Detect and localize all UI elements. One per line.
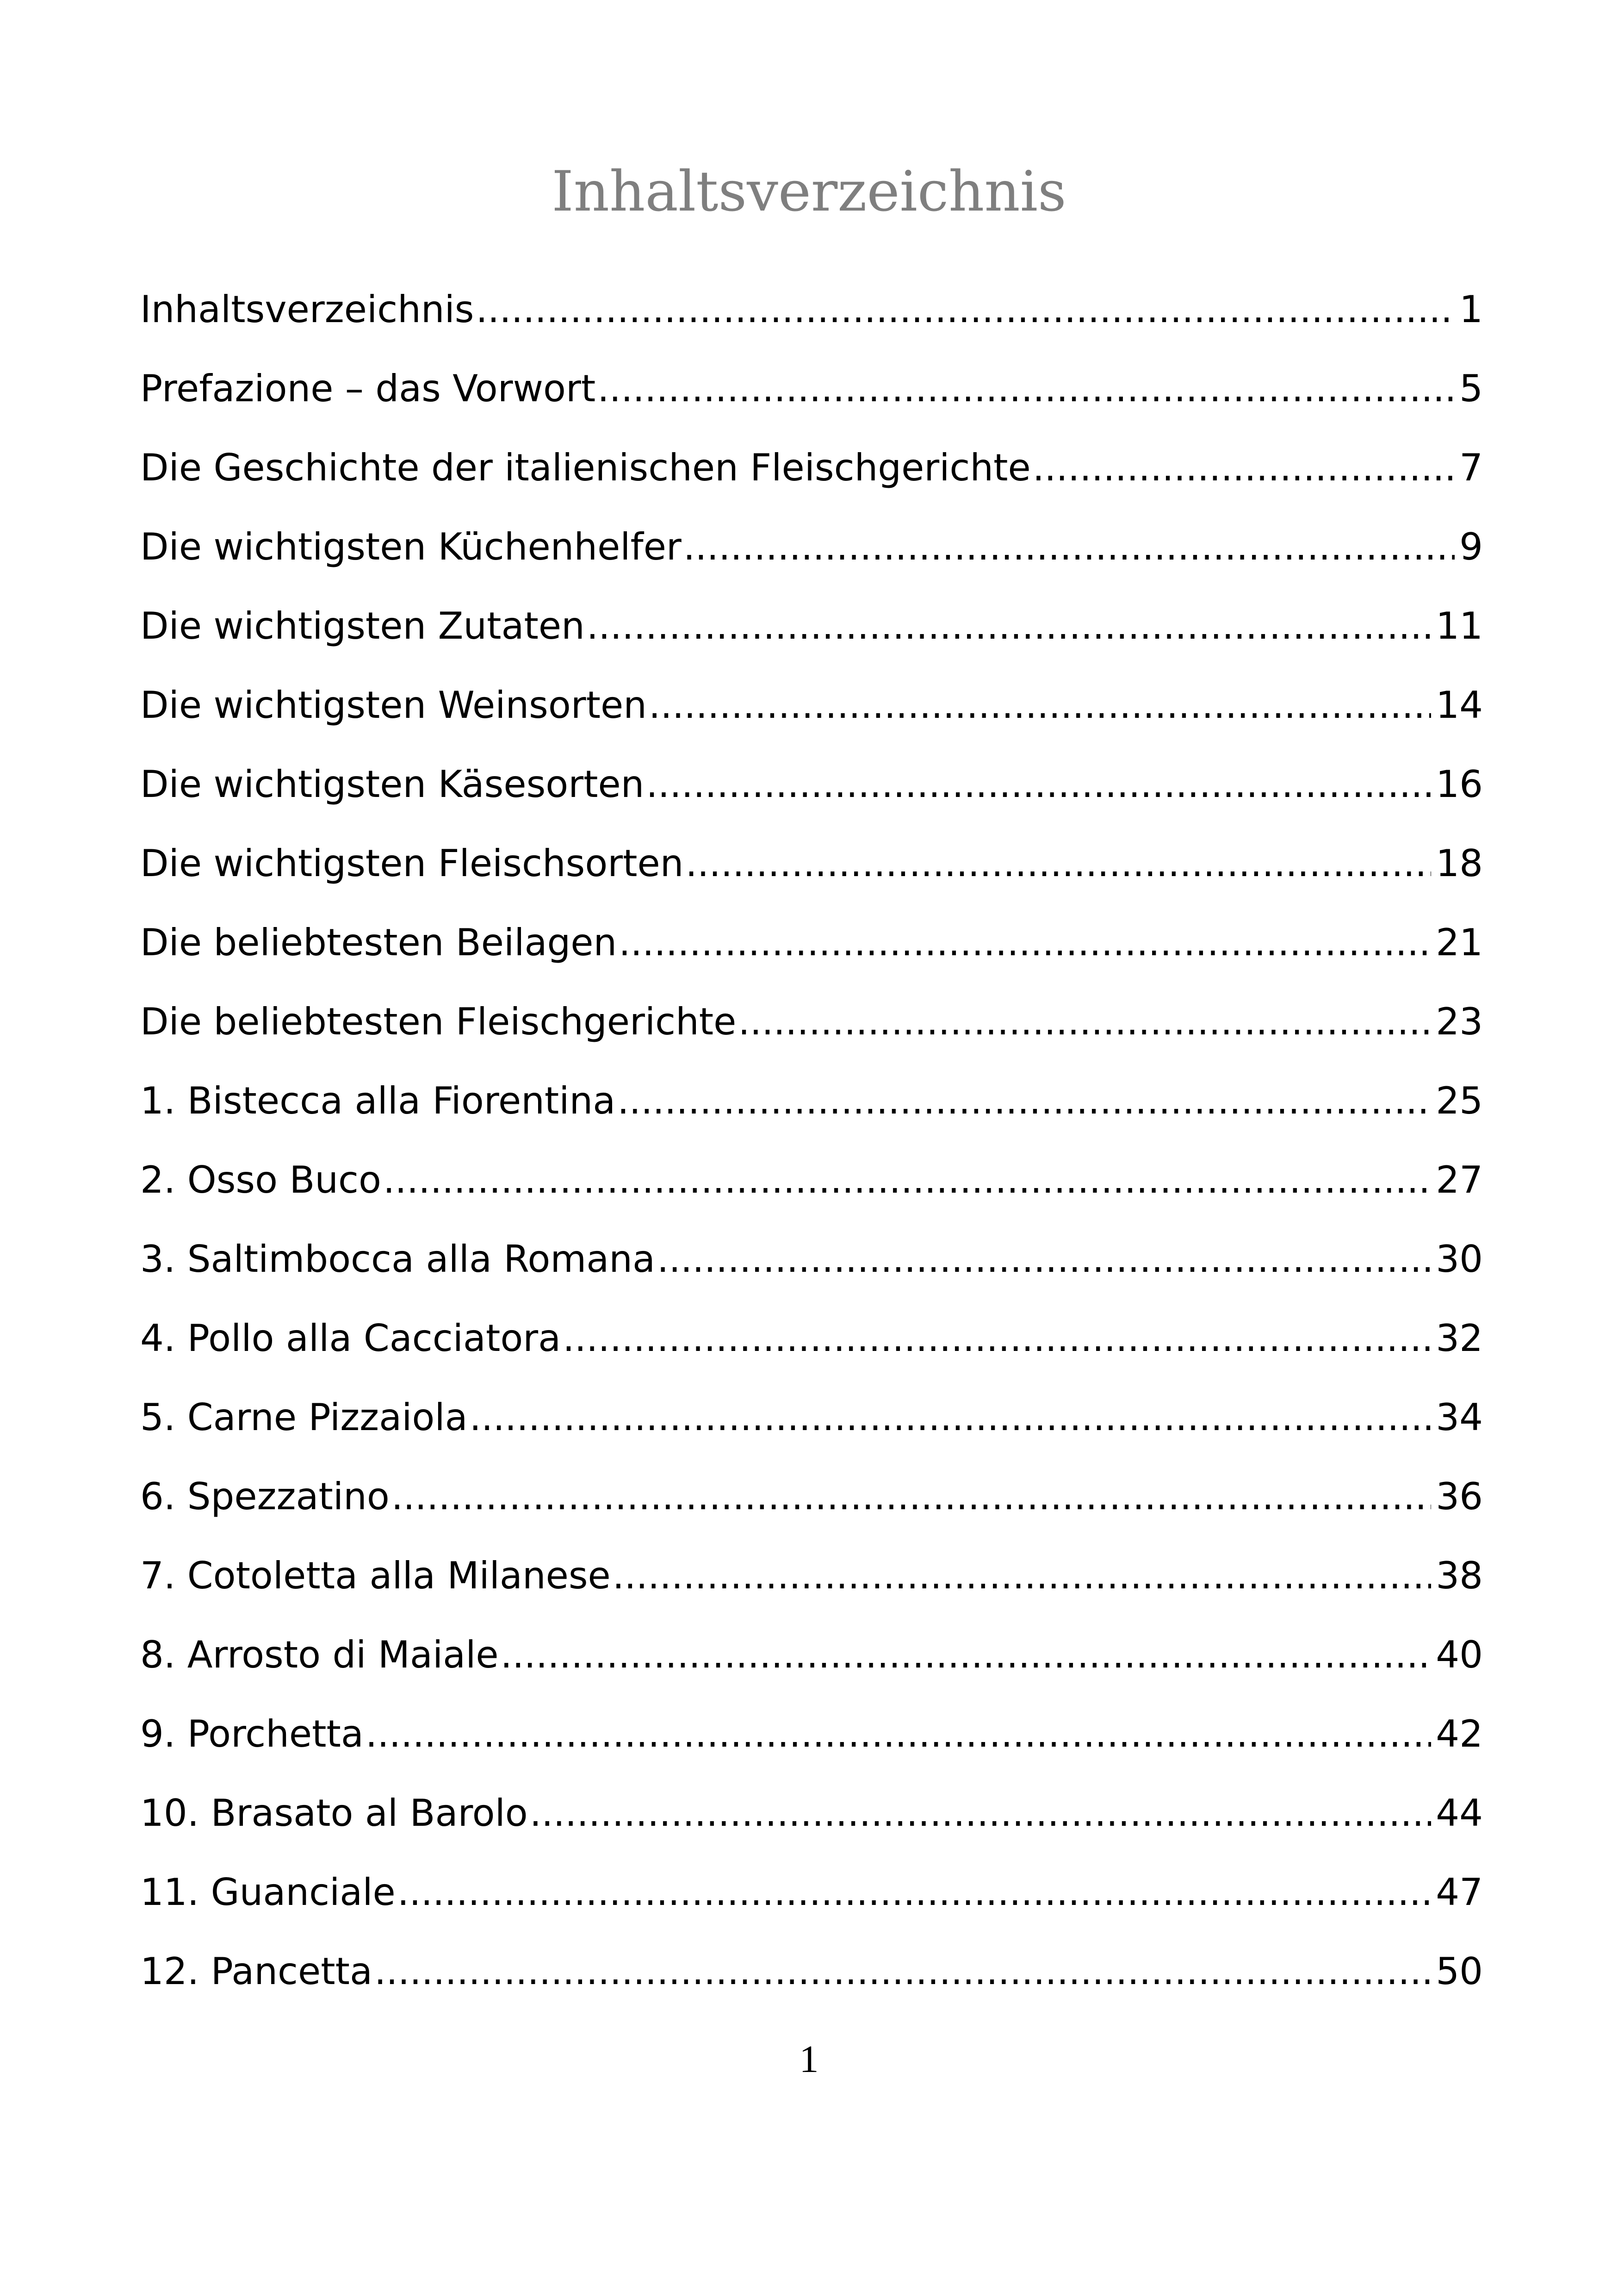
- toc-entry-page: 16: [1436, 763, 1483, 806]
- toc-entry-title: 3. Saltimbocca alla Romana: [140, 1238, 656, 1281]
- toc-entry-page: 50: [1436, 1950, 1483, 1993]
- toc-entry-title: Die wichtigsten Fleischsorten: [140, 842, 684, 885]
- page-number: 1: [799, 2038, 819, 2081]
- dot-leader: [374, 1937, 1431, 2006]
- dot-leader: [470, 1383, 1432, 1452]
- toc-entry-page: 1: [1459, 288, 1483, 331]
- toc-entry[interactable]: [140, 671, 1483, 750]
- dot-leader: [391, 1462, 1431, 1531]
- toc-entry-title: 5. Carne Pizzaiola: [140, 1396, 468, 1439]
- toc-entry-title: 12. Pancetta: [140, 1950, 372, 1993]
- toc-entry-page: 5: [1459, 367, 1483, 410]
- toc-entry-page: 44: [1436, 1792, 1483, 1835]
- page-title: Inhaltsverzeichnis: [552, 160, 1066, 224]
- toc-entry-title: 2. Osso Buco: [140, 1158, 381, 1201]
- toc-entry-page: 32: [1436, 1317, 1483, 1360]
- toc-entry[interactable]: [140, 908, 1483, 987]
- dot-leader: [738, 987, 1431, 1057]
- toc-entry-page: 40: [1436, 1633, 1483, 1676]
- toc-entry-page: 11: [1436, 604, 1483, 647]
- toc-entry-title: Inhaltsverzeichnis: [140, 288, 474, 331]
- toc-entry[interactable]: [140, 1858, 1483, 1937]
- table-of-contents: [140, 275, 1483, 2016]
- dot-leader: [587, 591, 1431, 661]
- toc-entry-title: Die beliebtesten Beilagen: [140, 921, 617, 964]
- dot-leader: [366, 1699, 1431, 1769]
- toc-entry-title: Die wichtigsten Weinsorten: [140, 684, 647, 727]
- toc-entry-title: 8. Arrosto di Maiale: [140, 1633, 499, 1676]
- dot-leader: [597, 354, 1455, 423]
- toc-entry[interactable]: [140, 1541, 1483, 1620]
- dot-leader: [476, 275, 1455, 344]
- toc-entry[interactable]: [140, 1225, 1483, 1304]
- dot-leader: [683, 512, 1455, 582]
- toc-entry-title: Die wichtigsten Zutaten: [140, 604, 585, 647]
- dot-leader: [383, 1145, 1431, 1215]
- dot-leader: [530, 1779, 1431, 1848]
- toc-entry-page: 18: [1436, 842, 1483, 885]
- dot-leader: [657, 1225, 1431, 1294]
- toc-entry[interactable]: [140, 1066, 1483, 1145]
- toc-entry-title: 7. Cotoletta alla Milanese: [140, 1554, 611, 1597]
- toc-entry-title: Prefazione – das Vorwort: [140, 367, 596, 410]
- toc-entry[interactable]: [140, 275, 1483, 354]
- toc-entry-title: 4. Pollo alla Cacciatora: [140, 1317, 561, 1360]
- toc-entry-page: 30: [1436, 1238, 1483, 1281]
- toc-entry[interactable]: [140, 1383, 1483, 1462]
- dot-leader: [613, 1541, 1431, 1611]
- toc-entry-page: 27: [1436, 1158, 1483, 1201]
- toc-entry-page: 34: [1436, 1396, 1483, 1439]
- toc-entry-page: 42: [1436, 1712, 1483, 1755]
- toc-entry-page: 36: [1436, 1475, 1483, 1518]
- toc-entry[interactable]: [140, 1779, 1483, 1858]
- toc-entry[interactable]: [140, 1462, 1483, 1541]
- toc-entry[interactable]: [140, 591, 1483, 671]
- toc-entry[interactable]: [140, 750, 1483, 829]
- toc-entry-title: 1. Bistecca alla Fiorentina: [140, 1079, 616, 1122]
- toc-entry-title: 6. Spezzatino: [140, 1475, 390, 1518]
- toc-entry-page: 9: [1459, 525, 1483, 568]
- toc-entry-title: Die beliebtesten Fleischgerichte: [140, 1000, 737, 1043]
- toc-entry[interactable]: [140, 1699, 1483, 1779]
- dot-leader: [649, 671, 1431, 740]
- toc-entry[interactable]: [140, 512, 1483, 591]
- toc-entry-page: 25: [1436, 1079, 1483, 1122]
- toc-entry-title: 10. Brasato al Barolo: [140, 1792, 528, 1835]
- toc-entry[interactable]: [140, 1304, 1483, 1383]
- toc-entry-title: Die wichtigsten Käsesorten: [140, 763, 645, 806]
- toc-entry-title: 11. Guanciale: [140, 1871, 396, 1914]
- toc-entry-page: 23: [1436, 1000, 1483, 1043]
- toc-entry[interactable]: [140, 433, 1483, 512]
- dot-leader: [685, 829, 1431, 898]
- dot-leader: [619, 908, 1431, 977]
- toc-entry[interactable]: [140, 1620, 1483, 1699]
- toc-entry[interactable]: [140, 987, 1483, 1066]
- toc-entry-title: 9. Porchetta: [140, 1712, 364, 1755]
- toc-entry-page: 47: [1436, 1871, 1483, 1914]
- toc-entry-page: 7: [1459, 446, 1483, 489]
- toc-entry[interactable]: [140, 1145, 1483, 1225]
- toc-entry-page: 14: [1436, 684, 1483, 727]
- toc-entry-page: 38: [1436, 1554, 1483, 1597]
- toc-entry-page: 21: [1436, 921, 1483, 964]
- dot-leader: [1033, 433, 1455, 503]
- dot-leader: [563, 1304, 1431, 1373]
- dot-leader: [617, 1066, 1431, 1136]
- toc-entry[interactable]: [140, 354, 1483, 433]
- toc-entry[interactable]: [140, 829, 1483, 908]
- toc-entry-title: Die Geschichte der italienischen Fleischgerichte: [140, 446, 1031, 489]
- dot-leader: [397, 1858, 1431, 1927]
- toc-entry[interactable]: [140, 1937, 1483, 2016]
- dot-leader: [501, 1620, 1432, 1690]
- toc-entry-title: Die wichtigsten Küchenhelfer: [140, 525, 682, 568]
- dot-leader: [646, 750, 1431, 819]
